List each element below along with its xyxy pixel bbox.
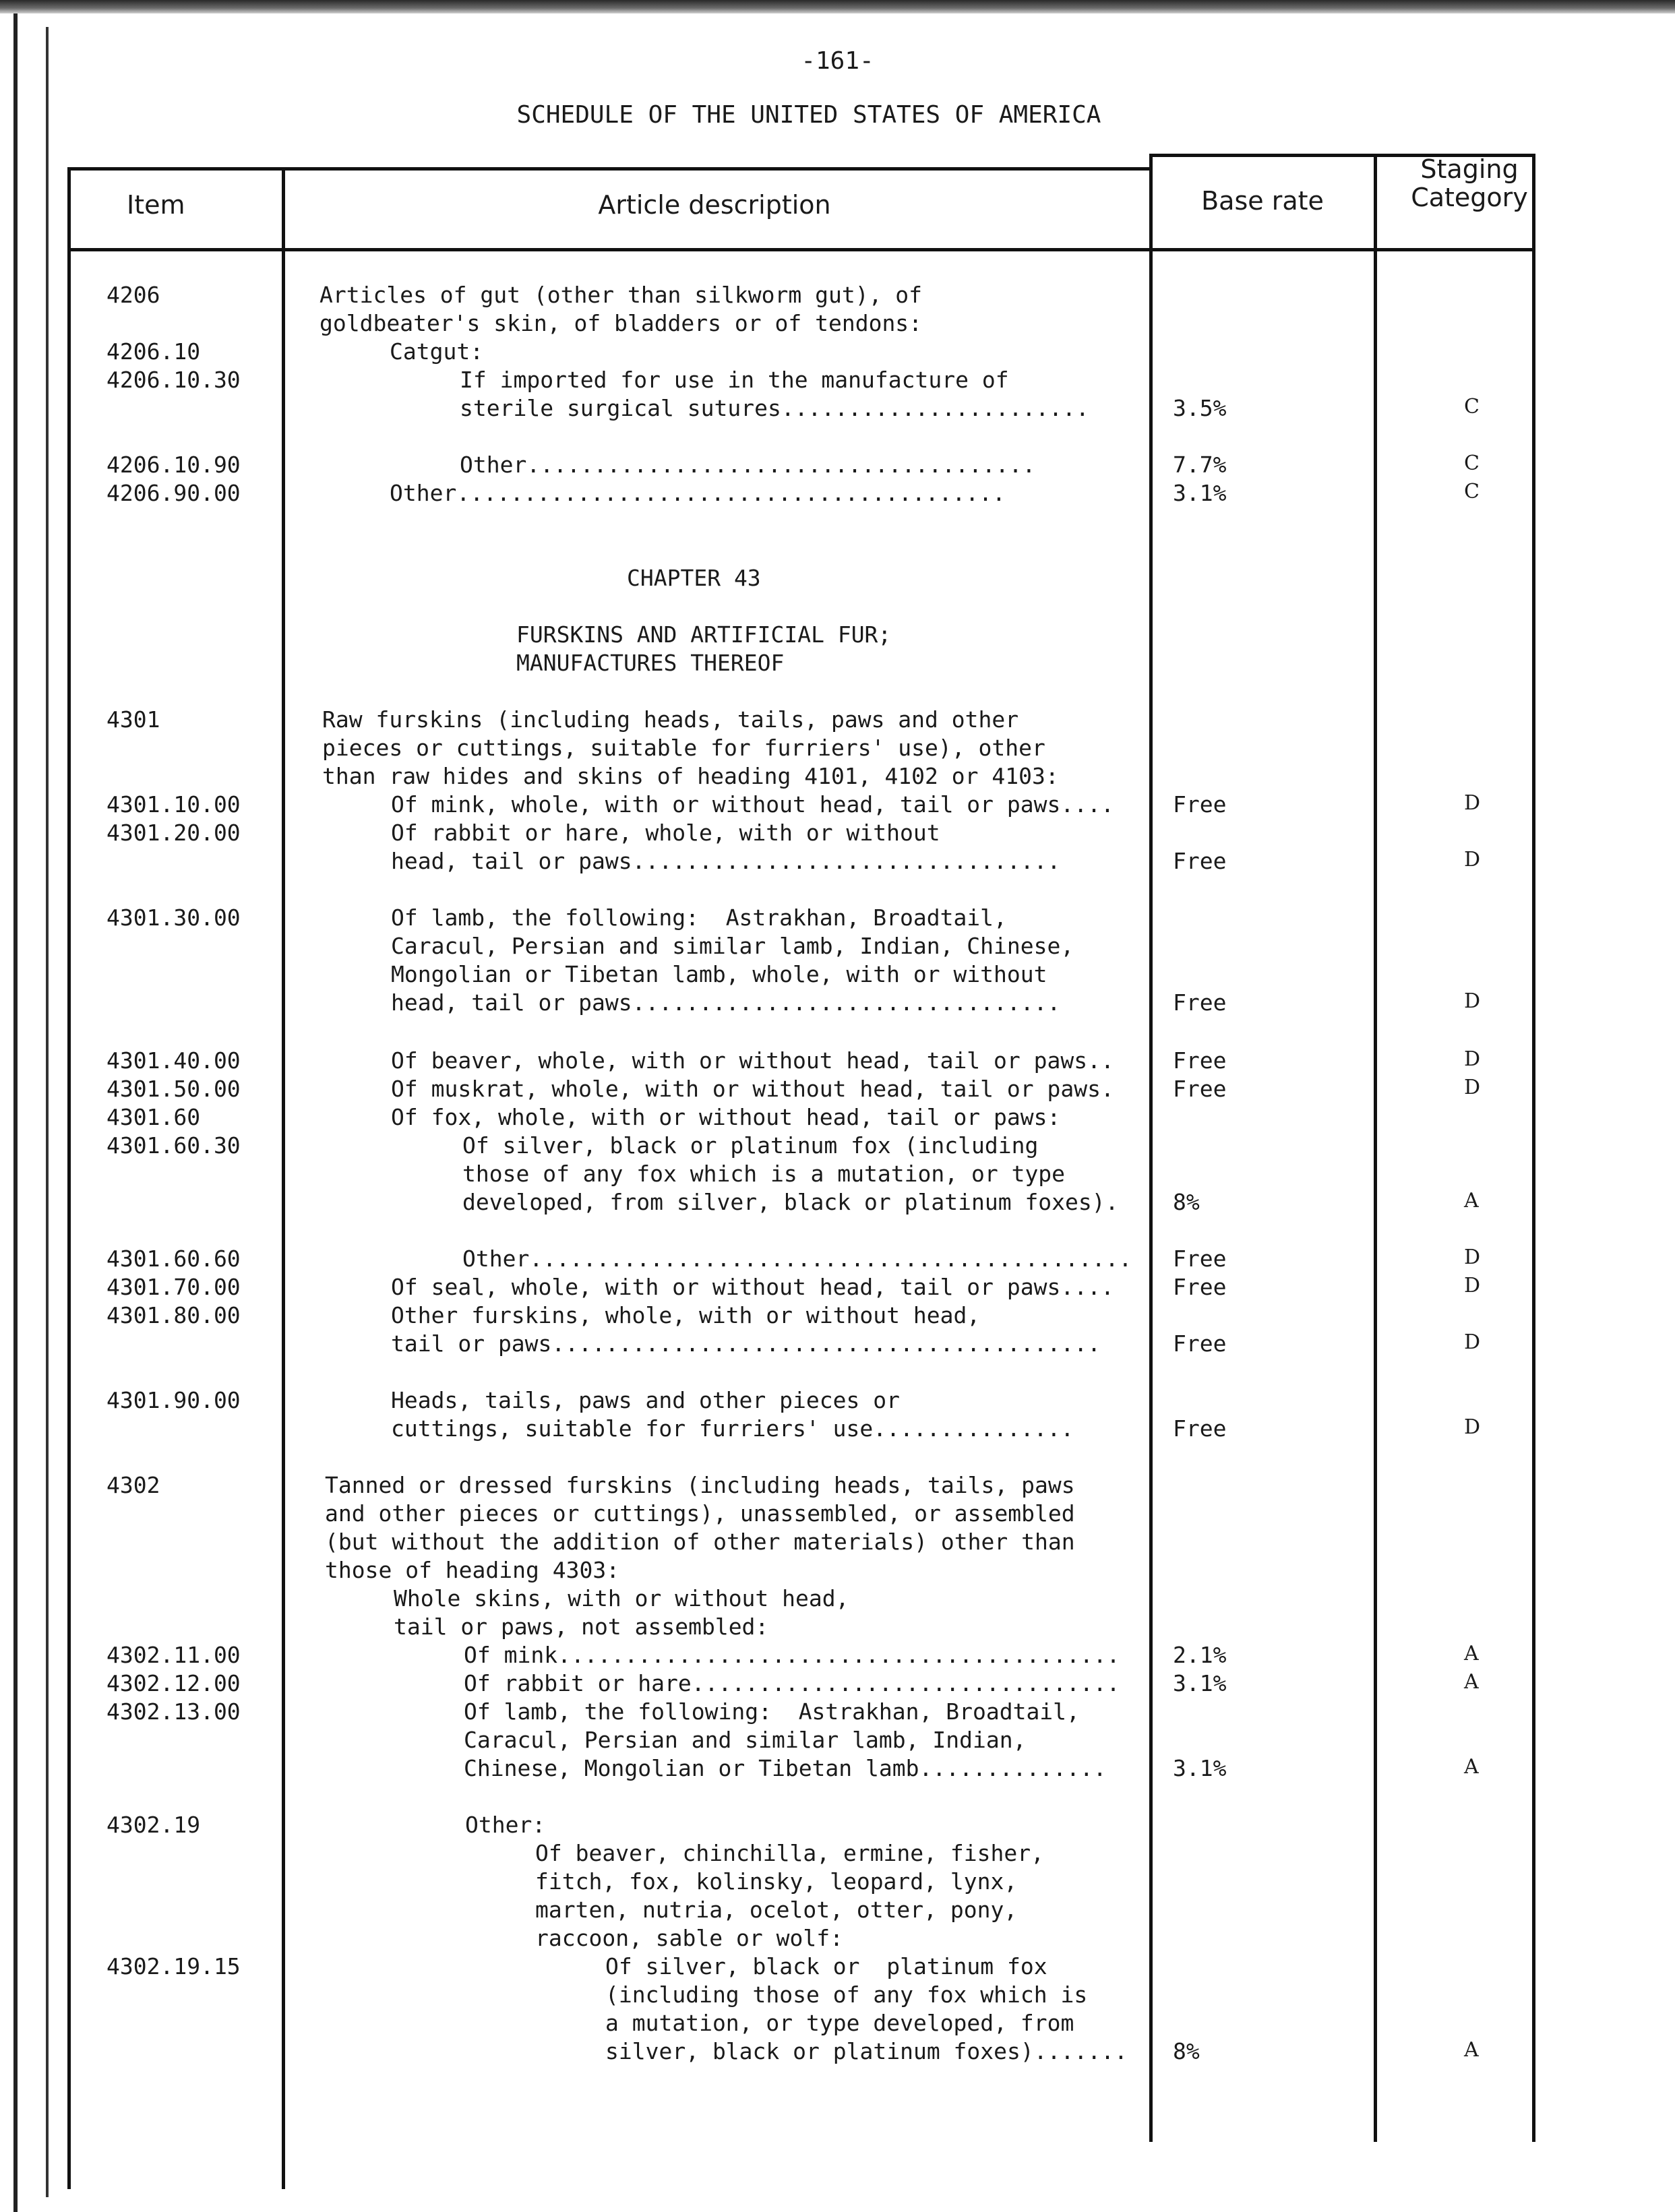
header-staging-line2: Category xyxy=(1411,183,1528,212)
description-line: Of mink.......................................... xyxy=(464,1642,1120,1668)
description-line: a mutation, or type developed, from xyxy=(605,2010,1074,2036)
item-number: 4301.50.00 xyxy=(106,1076,241,1102)
description-line: Of mink, whole, with or without head, tail or paws.... xyxy=(391,791,1114,818)
base-rate: 3.1% xyxy=(1173,480,1227,506)
base-rate: 8% xyxy=(1173,1189,1200,1215)
description-line: Of rabbit or hare, whole, with or without xyxy=(391,820,940,846)
header-staging-line1: Staging xyxy=(1420,154,1519,184)
item-number: 4301.60 xyxy=(106,1104,201,1130)
description-line: Of muskrat, whole, with or without head, tail or paws. xyxy=(391,1076,1114,1102)
description-line: tail or paws......................................... xyxy=(391,1330,1101,1357)
base-rate: 3.5% xyxy=(1173,395,1227,421)
item-number: 4206.90.00 xyxy=(106,480,241,506)
base-rate: Free xyxy=(1173,1047,1227,1074)
item-number: 4206.10 xyxy=(106,338,201,365)
description-line: raccoon, sable or wolf: xyxy=(535,1925,843,1951)
item-number: 4301.70.00 xyxy=(106,1274,241,1300)
item-number: 4302.19.15 xyxy=(106,1953,241,1979)
description-line: Caracul, Persian and similar lamb, Indian, Chinese, xyxy=(391,933,1074,959)
item-number: 4302.11.00 xyxy=(106,1642,241,1668)
base-rate: Free xyxy=(1173,1076,1227,1102)
schedule-title: SCHEDULE OF THE UNITED STATES OF AMERICA xyxy=(516,101,1101,129)
binding-edge-line xyxy=(46,27,49,2197)
item-number: 4301.60.30 xyxy=(106,1132,241,1159)
description-line: cuttings, suitable for furriers' use............... xyxy=(391,1415,1074,1442)
description-line: silver, black or platinum foxes)....... xyxy=(605,2038,1128,2064)
column-rule-item-desc xyxy=(282,167,285,2189)
description-line: those of any fox which is a mutation, or type xyxy=(462,1161,1066,1187)
description-line: and other pieces or cuttings), unassembled, or assembled xyxy=(325,1500,1075,1527)
header-article-description: Article description xyxy=(598,190,831,220)
item-number: 4301.20.00 xyxy=(106,820,241,846)
item-number: 4301.90.00 xyxy=(106,1387,241,1413)
header-bottom-rule xyxy=(67,248,1535,251)
item-number: 4206 xyxy=(106,282,160,308)
base-rate: Free xyxy=(1173,989,1227,1016)
base-rate: 3.1% xyxy=(1173,1755,1227,1781)
description-line: goldbeater's skin, of bladders or of tendons: xyxy=(319,310,923,336)
description-line: pieces or cuttings, suitable for furriers' use), other xyxy=(322,735,1045,761)
description-line: Of fox, whole, with or without head, tail or paws: xyxy=(391,1104,1061,1130)
item-number: 4302.13.00 xyxy=(106,1698,241,1725)
item-number: 4301.60.60 xyxy=(106,1246,241,1272)
item-number: 4302 xyxy=(106,1472,160,1498)
chapter-title-line: FURSKINS AND ARTIFICIAL FUR; xyxy=(516,621,892,648)
description-line: Of lamb, the following: Astrakhan, Broadtail, xyxy=(464,1698,1080,1725)
binding-edge-line xyxy=(13,13,18,2212)
description-line: sterile surgical sutures....................... xyxy=(460,395,1089,421)
item-number: 4302.19 xyxy=(106,1812,201,1838)
description-line: Chinese, Mongolian or Tibetan lamb.............. xyxy=(464,1755,1107,1781)
description-line: Of beaver, chinchilla, ermine, fisher, xyxy=(535,1840,1044,1866)
item-number: 4301.80.00 xyxy=(106,1302,241,1328)
base-rate: 8% xyxy=(1173,2038,1200,2064)
base-rate: Free xyxy=(1173,1246,1227,1272)
description-line: Whole skins, with or without head, xyxy=(394,1585,849,1611)
column-rule-left xyxy=(67,167,71,2189)
item-number: 4302.12.00 xyxy=(106,1670,241,1696)
description-line: Heads, tails, paws and other pieces or xyxy=(391,1387,900,1413)
description-line: those of heading 4303: xyxy=(325,1557,620,1583)
scan-edge-top xyxy=(0,0,1675,13)
description-line: Of lamb, the following: Astrakhan, Broadtail, xyxy=(391,904,1007,931)
item-number: 4301 xyxy=(106,706,160,733)
description-line: Other...................................... xyxy=(460,452,1036,478)
description-line: marten, nutria, ocelot, otter, pony, xyxy=(535,1897,1018,1923)
description-line: Other............................................. xyxy=(462,1246,1132,1272)
base-rate: Free xyxy=(1173,1415,1227,1442)
description-line: If imported for use in the manufacture of xyxy=(460,367,1009,393)
column-rule-desc-rate xyxy=(1149,154,1153,2142)
base-rate: 7.7% xyxy=(1173,452,1227,478)
description-line: (including those of any fox which is xyxy=(605,1981,1088,2008)
description-line: Other furskins, whole, with or without head, xyxy=(391,1302,981,1328)
description-line: developed, from silver, black or platinum foxes). xyxy=(462,1189,1119,1215)
page-number: -161- xyxy=(801,47,874,75)
description-line: fitch, fox, kolinsky, leopard, lynx, xyxy=(535,1868,1018,1895)
base-rate: Free xyxy=(1173,791,1227,818)
table-top-rule xyxy=(67,167,1149,171)
description-line: Tanned or dressed furskins (including heads, tails, paws xyxy=(325,1472,1075,1498)
description-line: Of silver, black or platinum fox (including xyxy=(462,1132,1039,1159)
description-line: head, tail or paws................................ xyxy=(391,848,1061,874)
description-line: Other......................................... xyxy=(390,480,1006,506)
description-line: Of seal, whole, with or without head, tail or paws.... xyxy=(391,1274,1114,1300)
base-rate: Free xyxy=(1173,1274,1227,1300)
description-line: Articles of gut (other than silkworm gut), of xyxy=(319,282,923,308)
header-staging-category xyxy=(1375,155,1564,212)
description-line: Caracul, Persian and similar lamb, Indian, xyxy=(464,1727,1027,1753)
description-line: head, tail or paws................................ xyxy=(391,989,1061,1016)
item-number: 4301.30.00 xyxy=(106,904,241,931)
base-rate: Free xyxy=(1173,848,1227,874)
description-line: Of rabbit or hare................................ xyxy=(464,1670,1120,1696)
item-number: 4301.40.00 xyxy=(106,1047,241,1074)
description-line: Raw furskins (including heads, tails, paws and other xyxy=(322,706,1019,733)
header-base-rate: Base rate xyxy=(1201,186,1324,216)
item-number: 4206.10.90 xyxy=(106,452,241,478)
description-line: Catgut: xyxy=(390,338,484,365)
header-item: Item xyxy=(127,190,185,220)
column-rule-right xyxy=(1532,154,1535,2142)
chapter-title-line: MANUFACTURES THEREOF xyxy=(516,650,785,676)
base-rate: 3.1% xyxy=(1173,1670,1227,1696)
description-line: tail or paws, not assembled: xyxy=(394,1614,769,1640)
description-line: (but without the addition of other materials) other than xyxy=(325,1529,1075,1555)
column-rule-rate-stage xyxy=(1374,154,1377,2142)
item-number: 4301.10.00 xyxy=(106,791,241,818)
description-line: Mongolian or Tibetan lamb, whole, with or without xyxy=(391,961,1047,987)
description-line: Other: xyxy=(465,1812,546,1838)
base-rate: 2.1% xyxy=(1173,1642,1227,1668)
item-number: 4206.10.30 xyxy=(106,367,241,393)
chapter-heading: CHAPTER 43 xyxy=(627,565,761,591)
description-line: than raw hides and skins of heading 4101, 4102 or 4103: xyxy=(322,763,1059,789)
description-line: Of silver, black or platinum fox xyxy=(605,1953,1047,1979)
base-rate: Free xyxy=(1173,1330,1227,1357)
description-line: Of beaver, whole, with or without head, tail or paws.. xyxy=(391,1047,1114,1074)
